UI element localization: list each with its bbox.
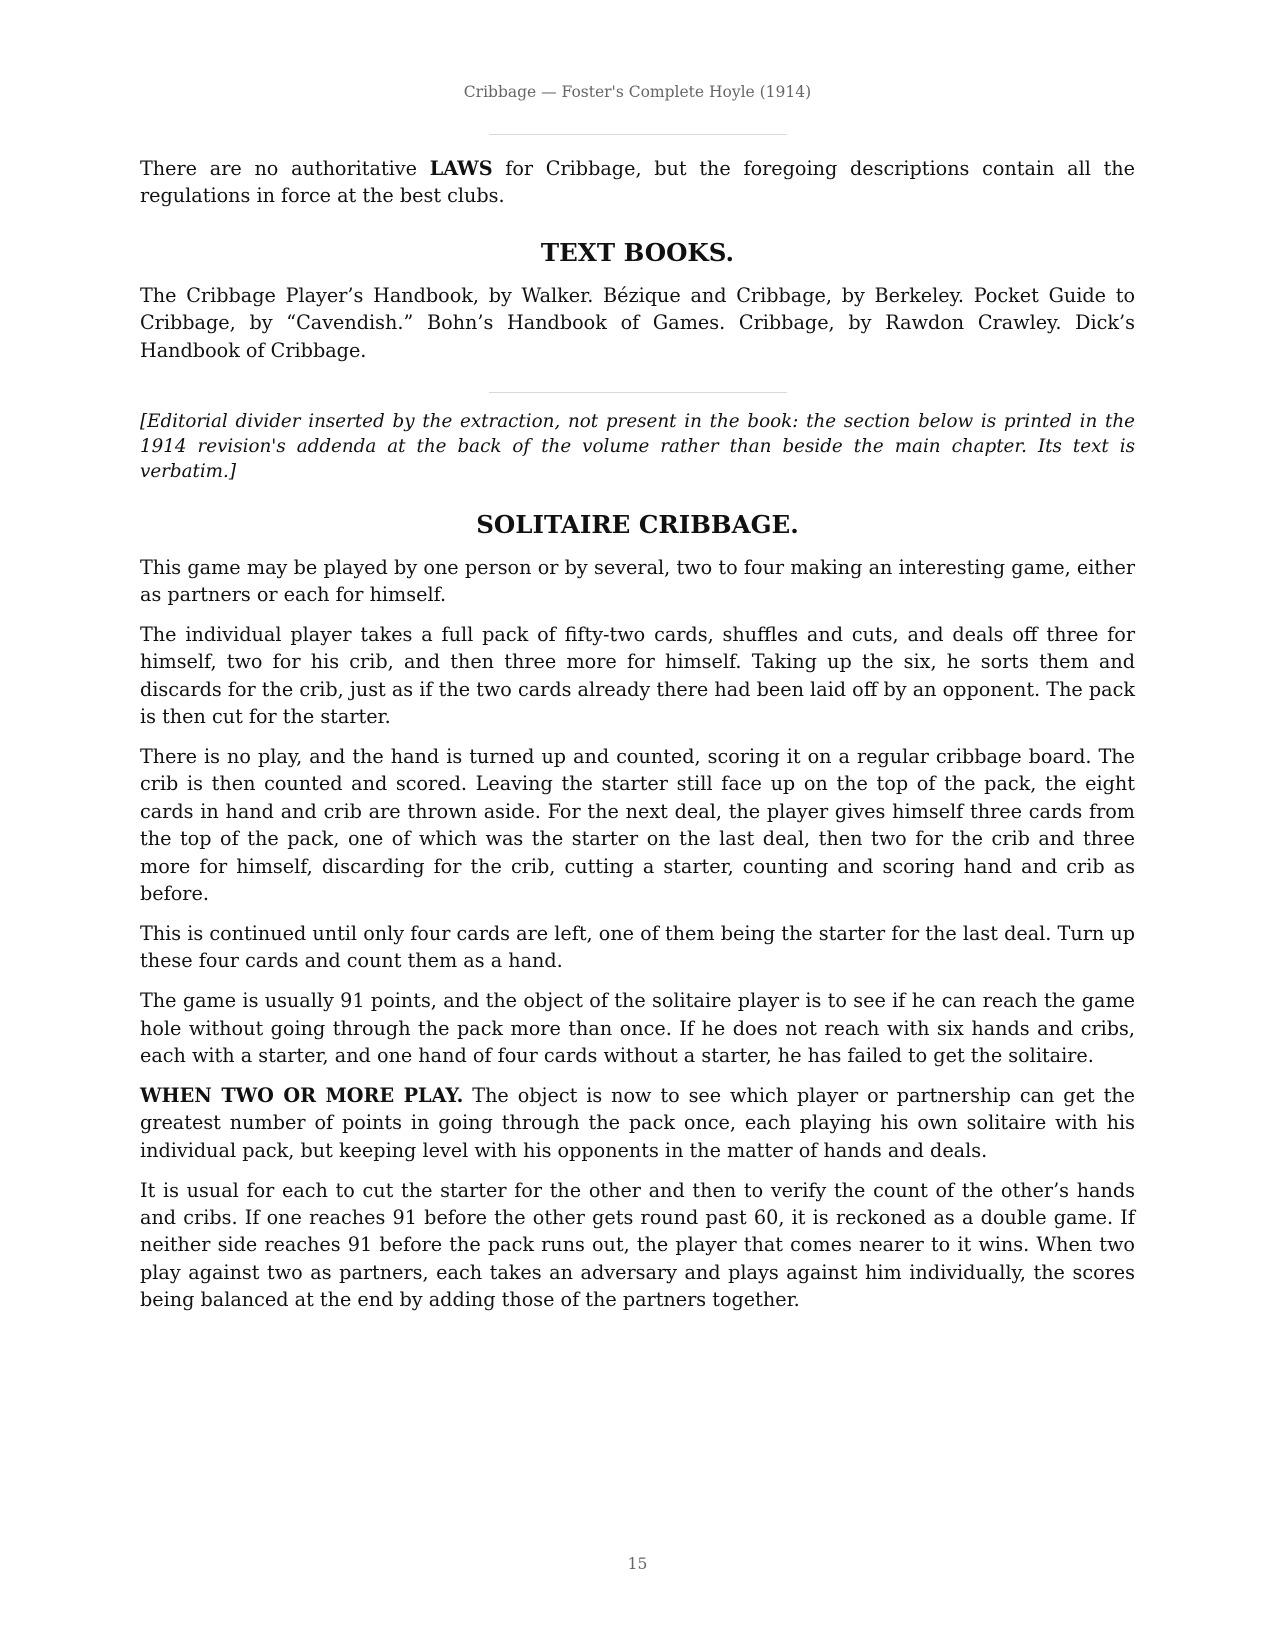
- two-or-more-heading: WHEN TWO OR MORE PLAY.: [140, 1083, 464, 1107]
- text-books-heading: TEXT BOOKS.: [540, 237, 735, 267]
- solitaire-heading: SOLITAIRE CRIBBAGE.: [476, 509, 799, 539]
- intro-text-before: There are no authoritative: [140, 157, 430, 180]
- running-head: Cribbage — Foster's Complete Hoyle (1914): [463, 83, 812, 101]
- solitaire-paragraph-3: There is no play, and the hand is turned up and counted, scoring it on a regular cribbage board. The crib is then counted and scored. Leaving the starter still face up on the top of the pack, the eight cards in hand and crib are thrown aside. For the next deal, the player gives himself three cards from the top of the pack, one of which was the starter on the last deal, then two for the crib and three more for himself, discarding for the crib, cutting a starter, counting and scoring hand and crib as before.: [140, 744, 1135, 905]
- solitaire-paragraph-4: This is continued until only four cards are left, one of them being the starter for the last deal. Turn up these four cards and count them as a hand.: [140, 921, 1135, 973]
- solitaire-paragraph-2: The individual player takes a full pack of fifty-two cards, shuffles and cuts, and deals off three for himself, two for his crib, and then three more for himself. Taking up the six, he sorts them and discards for the crib, just as if the two cards already there had been laid off by an opponent. The pack is then cut for the starter.: [140, 622, 1135, 729]
- intro-text-after: for Cribbage, but the foregoing descriptions contain all the regulations in force at the best clubs.: [140, 157, 1135, 208]
- intro-bold-laws: LAWS: [429, 157, 493, 180]
- text-books-paragraph: The Cribbage Player’s Handbook, by Walker. Bézique and Cribbage, by Berkeley. Pocket Guide to Cribbage, by “Cavendish.” Bohn’s Handbook of Games. Cribbage, by Rawdon Crawley. Dick’s Handbook of Cribbage.: [140, 283, 1135, 362]
- section-divider: [140, 377, 1135, 409]
- two-or-more-paragraph: [140, 1082, 1135, 1164]
- solitaire-paragraph-5: The game is usually 91 points, and the object of the solitaire player is to see if he can reach the game hole without going through the pack more than once. If he does not reach with six hands and cribs, each with a starter, and one hand of four cards without a starter, he has failed to get the solitaire.: [140, 989, 1135, 1068]
- editorial-note: [Editorial divider inserted by the extraction, not present in the book: the section below is printed in the 1914 revision's addenda at the back of the volume rather than beside the main chapter. Its text is verbatim.]: [140, 410, 1135, 482]
- page-content: [140, 155, 1135, 1326]
- intro-paragraph: [140, 155, 1135, 210]
- header-rule: [489, 134, 787, 135]
- page-number: 15: [627, 1555, 648, 1573]
- solitaire-paragraph-1: This game may be played by one person or by several, two to four making an interesting game, either as partners or each for himself.: [140, 555, 1135, 606]
- two-or-more-text: The object is now to see which player or partnership can get the greatest number of points in going through the pack once, each playing his own solitaire with his individual pack, but keeping level with his opponents in the matter of hands and deals.: [140, 1083, 1135, 1162]
- divider-rule: [489, 392, 787, 393]
- solitaire-final-paragraph: It is usual for each to cut the starter for the other and then to verify the count of the other’s hands and cribs. If one reaches 91 before the other gets round past 60, it is reckoned as a double game. If neither side reaches 91 before the pack runs out, the player that comes nearer to it wins. When two play against two as partners, each takes an adversary and plays against him individually, the scores being balanced at the end by adding those of the partners together.: [140, 1178, 1135, 1312]
